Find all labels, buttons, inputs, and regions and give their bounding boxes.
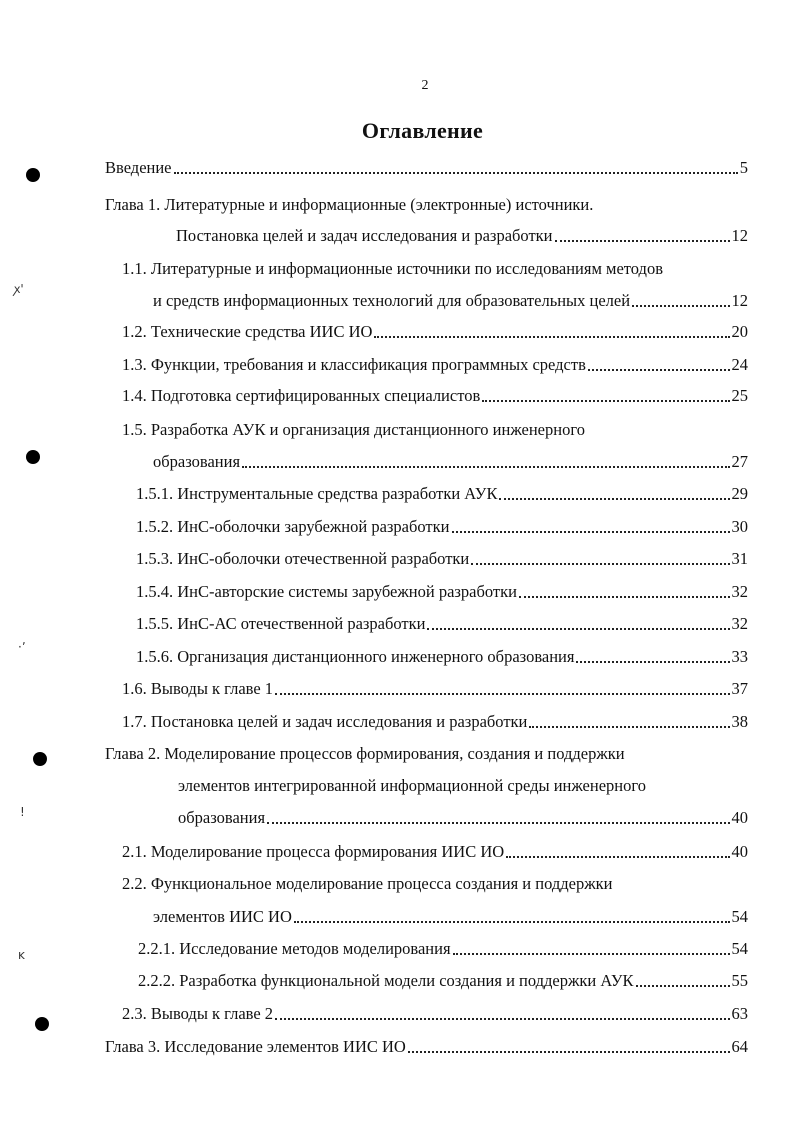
toc-entry[interactable]: и средств информационных технологий для образовательных целей 12 <box>153 291 748 310</box>
toc-entry[interactable]: Постановка целей и задач исследования и разработки 12 <box>176 226 748 245</box>
toc-entry-heading: Глава 2. Моделирование процессов формирования, создания и поддержки <box>105 744 625 763</box>
binder-hole-mark <box>35 1017 49 1031</box>
toc-entry[interactable]: Глава 3. Исследование элементов ИИС ИО 64 <box>105 1037 748 1056</box>
scan-speck: ĸ <box>18 948 25 962</box>
scan-speck: ·ʼ <box>18 640 26 654</box>
page-title: Оглавление <box>361 118 484 143</box>
toc-entry[interactable]: 1.5.4. ИнС-авторские системы зарубежной разработки 32 <box>136 582 748 601</box>
toc-entry[interactable]: 1.5.2. ИнС-оболочки зарубежной разработки 30 <box>136 517 748 536</box>
toc-entry[interactable]: 1.3. Функции, требования и классификация программных средств 24 <box>122 355 748 374</box>
toc-entry[interactable]: 1.5.1. Инструментальные средства разработки АУК 29 <box>136 484 748 503</box>
toc-entry[interactable]: 2.2.1. Исследование методов моделирования 54 <box>138 939 748 958</box>
toc-entry-heading: элементов интегрированной информационной среды инженерного <box>178 776 646 795</box>
toc-entry[interactable]: образования 40 <box>178 808 748 827</box>
toc-entry[interactable]: Введение 5 <box>105 158 748 177</box>
binder-hole-mark <box>26 168 40 182</box>
scan-speck: ꭗ' <box>14 282 24 296</box>
binder-hole-mark <box>26 450 40 464</box>
toc-entry-heading: Глава 1. Литературные и информационные (электронные) источники. <box>105 195 594 214</box>
binder-hole-mark <box>33 752 47 766</box>
scan-speck: ! <box>20 805 25 819</box>
toc-entry[interactable]: 1.6. Выводы к главе 1 37 <box>122 679 748 698</box>
page-number: 2 <box>421 78 429 93</box>
toc-entry[interactable]: 1.5.5. ИнС-АС отечественной разработки 32 <box>136 614 748 633</box>
toc-entry-heading: 2.2. Функциональное моделирование процесса создания и поддержки <box>122 874 613 893</box>
toc-entry-heading: 1.5. Разработка АУК и организация дистанционного инженерного <box>122 420 585 439</box>
toc-entry[interactable]: 1.7. Постановка целей и задач исследования и разработки 38 <box>122 712 748 731</box>
toc-entry[interactable]: образования 27 <box>153 452 748 471</box>
toc-entry[interactable]: 2.1. Моделирование процесса формирования ИИС ИО 40 <box>122 842 748 861</box>
toc-entry[interactable]: 2.2.2. Разработка функциональной модели создания и поддержки АУК 55 <box>138 971 748 990</box>
toc-entry[interactable]: 1.5.6. Организация дистанционного инженерного образования 33 <box>136 647 748 666</box>
toc-entry-heading: 1.1. Литературные и информационные источники по исследованиям методов <box>122 259 663 278</box>
toc-entry[interactable]: 1.4. Подготовка сертифицированных специалистов 25 <box>122 386 748 405</box>
toc-entry[interactable]: элементов ИИС ИО 54 <box>153 907 748 926</box>
toc-entry[interactable]: 2.3. Выводы к главе 2 63 <box>122 1004 748 1023</box>
toc-entry[interactable]: 1.2. Технические средства ИИС ИО 20 <box>122 322 748 341</box>
toc-entry[interactable]: 1.5.3. ИнС-оболочки отечественной разработки 31 <box>136 549 748 568</box>
